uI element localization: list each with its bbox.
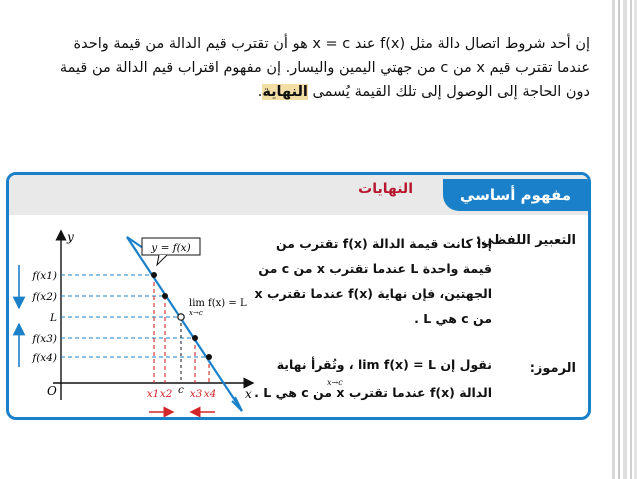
limit-label-sub: x→c bbox=[189, 309, 203, 317]
verbal-definition bbox=[244, 231, 492, 331]
symbols-line-2: الدالة f(x) عندما تقترب x من c هي L . bbox=[254, 385, 492, 400]
verbal-line-1: إذا كانت قيمة الدالة f(x) تقترب من bbox=[275, 236, 492, 251]
verbal-line-4: من c هي L . bbox=[414, 311, 492, 326]
point-x3 bbox=[192, 335, 198, 341]
verbal-label: التعبير اللفظي: bbox=[475, 233, 576, 248]
curve-arrow-top bbox=[127, 237, 143, 252]
intro-line-2: عندما تقترب قيم x من c من جهتي اليمين واليسار. إن مفهوم اقتراب قيم الدالة من قيمة bbox=[59, 60, 590, 76]
intro-line-1: إن أحد شروط اتصال دالة مثل f(x) عند x = c هو أن تقترب قيم الدالة من قيمة واحدة bbox=[73, 36, 590, 52]
y-tick-L: L bbox=[50, 312, 57, 324]
y-tick-fx2: f(x2) bbox=[32, 291, 57, 303]
point-x2 bbox=[162, 293, 168, 299]
key-concept-box bbox=[6, 172, 591, 420]
y-tick-fx3: f(x3) bbox=[32, 333, 57, 345]
curve-label: y = f(x) bbox=[151, 242, 191, 254]
verbal-line-2: قيمة واحدة L عندما تقترب x من c من bbox=[258, 261, 492, 276]
concept-header bbox=[9, 175, 588, 215]
symbols-line-1: نقول إن lim f(x) = L ، وتُقرأ نهاية bbox=[276, 357, 492, 372]
concept-header-title: مفهوم أساسي bbox=[443, 179, 588, 211]
symbols-lim-sub: x→c bbox=[327, 378, 343, 387]
verbal-line-3: الجهتين، فإن نهاية f(x) عندما تقترب x bbox=[254, 286, 492, 301]
limit-graph bbox=[9, 215, 269, 420]
x-axis-label: x bbox=[245, 387, 252, 401]
open-point-c bbox=[178, 314, 184, 320]
x-tick-x1: x1 bbox=[146, 388, 160, 400]
symbols-definition bbox=[244, 351, 492, 407]
y-axis-label: y bbox=[67, 230, 74, 244]
intro-line-3-text: دون الحاجة إلى الوصول إلى تلك القيمة يُسمى bbox=[312, 84, 590, 100]
function-curve bbox=[127, 237, 242, 411]
intro-line-3 bbox=[86, 80, 590, 104]
curve-label-pointer bbox=[157, 255, 167, 265]
limit-label: lim f(x) = L bbox=[189, 298, 247, 309]
symbols-label: الرموز: bbox=[529, 361, 576, 376]
x-tick-c: c bbox=[178, 384, 184, 396]
concept-header-subtitle: النهايات bbox=[358, 181, 413, 197]
decorative-edge-stripes bbox=[608, 0, 638, 479]
y-tick-fx4: f(x4) bbox=[32, 352, 57, 364]
limit-term-highlight: النهاية bbox=[262, 84, 308, 100]
horizontal-guides bbox=[61, 275, 209, 357]
point-x4 bbox=[206, 354, 212, 360]
intro-paragraph bbox=[59, 32, 590, 104]
origin-label: O bbox=[47, 384, 57, 398]
y-tick-fx1: f(x1) bbox=[32, 270, 57, 282]
x-tick-x3: x3 bbox=[189, 388, 203, 400]
x-tick-x4: x4 bbox=[203, 388, 217, 400]
x-tick-x2: x2 bbox=[159, 388, 173, 400]
point-x1 bbox=[151, 272, 157, 278]
intro-end-period: . bbox=[257, 84, 263, 100]
